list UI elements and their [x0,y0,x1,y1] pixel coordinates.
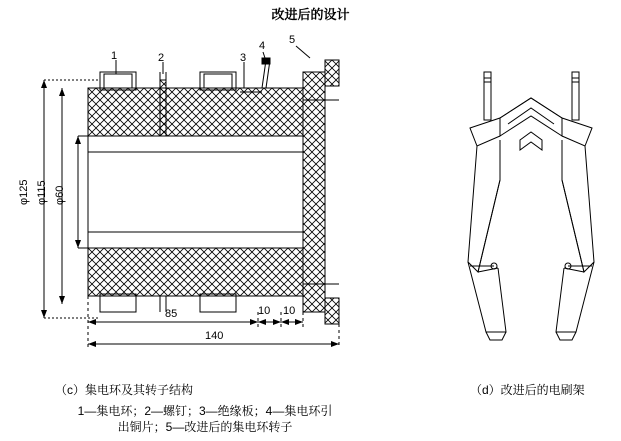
dimension-85: 85 [165,308,178,320]
caption-d: （d）改进后的电刷架 [470,383,585,397]
legend-line-1: 1—集电环；2—螺钉；3—绝缘板；4—集电环引 [77,404,333,418]
brush-holder-view [468,72,594,340]
callout-1: 1 [111,50,118,62]
legend-block [40,403,370,435]
dimension-phi125: φ125 [18,179,30,205]
caption-c: （c）集电环及其转子结构 [55,383,194,397]
slip-ring-section [41,46,339,348]
dimension-phi115: φ115 [36,180,48,205]
figure-title: 改进后的设计 [271,7,350,22]
dimension-phi60: φ60 [54,185,66,205]
legend-line-2: 出铜片；5—改进后的集电环转子 [117,420,293,434]
dimension-10-a: 10 [258,305,271,317]
callout-2: 2 [158,52,165,64]
dimension-10-b: 10 [283,305,296,317]
dimension-140: 140 [205,330,224,342]
callout-3: 3 [240,52,247,64]
callout-4: 4 [259,40,266,52]
callout-5: 5 [289,34,296,46]
